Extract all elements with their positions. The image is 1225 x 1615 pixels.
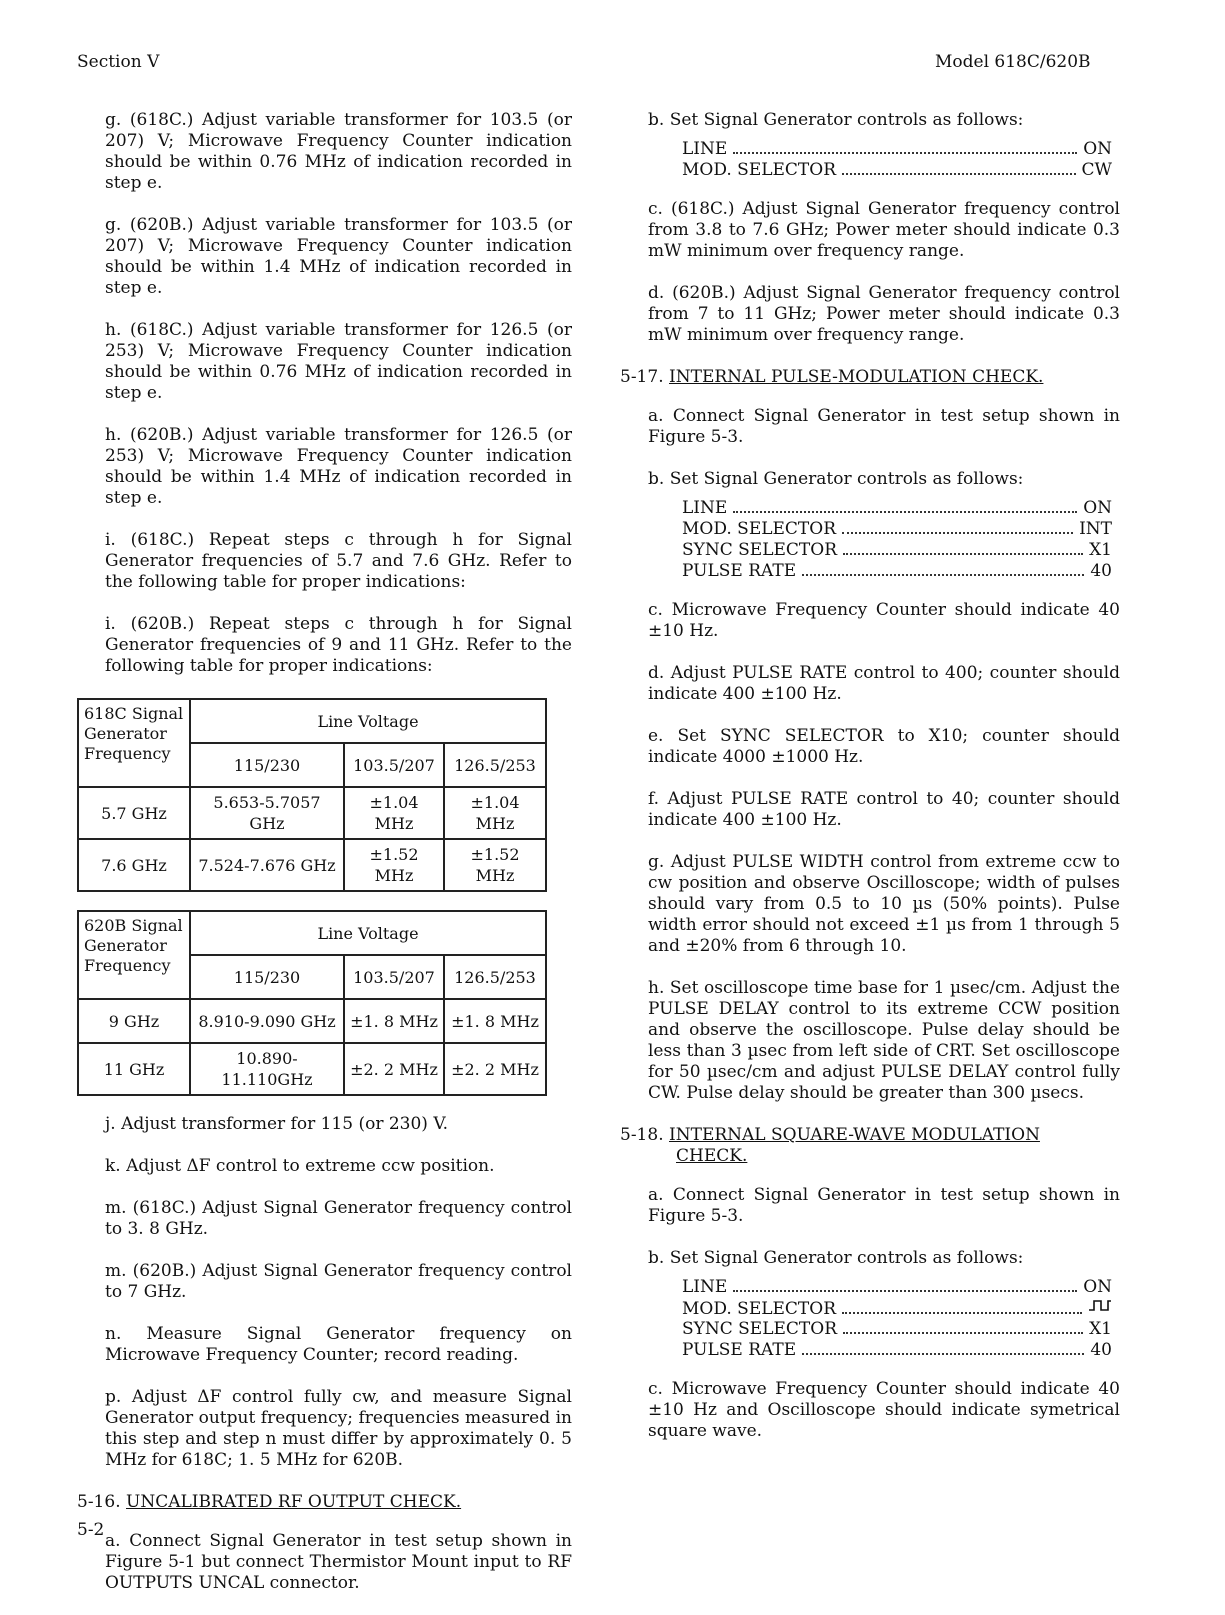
setting-name: LINE	[682, 1277, 728, 1297]
section-title: INTERNAL PULSE-MODULATION CHECK.	[669, 367, 1044, 387]
section-number: 5-17.	[620, 367, 664, 387]
step-h-618c: h. (618C.) Adjust variable transformer for 126.5 (or 253) V; Microwave Frequency Counter indication should be within 0.76 MHz of indication recorded in step e.	[105, 320, 572, 403]
table-row	[78, 839, 546, 891]
list-item	[682, 160, 1112, 181]
step-5-17-h: h. Set oscilloscope time base for 1 µsec/cm. Adjust the PULSE DELAY control to its extreme CCW position and observe the oscilloscope. Pulse delay should be less than 3 µsec from left side of CRT. Set oscilloscope for 50 µsec/cm and adjust PULSE DELAY control fully CW. Pulse delay should be greater than 300 µsecs.	[648, 978, 1120, 1103]
step-5-17-c: c. Microwave Frequency Counter should indicate 40 ±10 Hz.	[648, 600, 1120, 641]
settings-list-5-17	[682, 498, 1112, 582]
table-618c	[77, 698, 547, 892]
step-g-620b: g. (620B.) Adjust variable transformer for 103.5 (or 207) V; Microwave Frequency Counter indication should be within 1.4 MHz of indication recorded in step e.	[105, 215, 572, 298]
setting-value: 40	[1090, 561, 1112, 581]
right-column	[620, 110, 1120, 1463]
list-item	[682, 1340, 1112, 1361]
step-g-618c: g. (618C.) Adjust variable transformer for 103.5 (or 207) V; Microwave Frequency Counter indication should be within 0.76 MHz of indication recorded in step e.	[105, 110, 572, 193]
setting-name: SYNC SELECTOR	[682, 1319, 837, 1339]
section-5-18-heading	[620, 1125, 1120, 1167]
table-row	[78, 787, 546, 839]
left-column	[77, 110, 572, 1615]
section-number: 5-16.	[77, 1492, 121, 1512]
table-cell: 5.7 GHz	[78, 787, 190, 839]
page-number: 5-2	[77, 1520, 105, 1540]
step-k: k. Adjust ΔF control to extreme ccw position.	[105, 1156, 495, 1176]
setting-name: LINE	[682, 498, 728, 518]
table-620b	[77, 910, 547, 1096]
setting-name: SYNC SELECTOR	[682, 540, 837, 560]
table-cell: ±1. 8 MHz	[444, 999, 546, 1043]
model-label: Model 618C/620B	[935, 52, 1091, 72]
step-5-18-b: b. Set Signal Generator controls as follows:	[648, 1248, 1024, 1268]
table-cell: ±2. 2 MHz	[444, 1043, 546, 1095]
step-5-17-d: d. Adjust PULSE RATE control to 400; counter should indicate 400 ±100 Hz.	[648, 663, 1120, 704]
table-620b-col: 103.5/207	[344, 955, 444, 999]
step-j: j. Adjust transformer for 115 (or 230) V.	[105, 1114, 449, 1134]
settings-list-5-18	[682, 1277, 1112, 1361]
setting-name: PULSE RATE	[682, 561, 797, 581]
table-618c-col: 115/230	[190, 743, 344, 787]
table-620b-col: 126.5/253	[444, 955, 546, 999]
table-cell: 8.910-9.090 GHz	[190, 999, 344, 1043]
step-5-16-a: a. Connect Signal Generator in test setup shown in Figure 5-1 but connect Thermistor Mount input to RF OUTPUTS UNCAL connector.	[105, 1531, 572, 1593]
step-m-618c: m. (618C.) Adjust Signal Generator frequency control to 3. 8 GHz.	[105, 1198, 572, 1239]
table-row	[78, 999, 546, 1043]
list-item	[682, 1298, 1112, 1319]
step-5-17-a: a. Connect Signal Generator in test setup shown in Figure 5-3.	[648, 406, 1120, 447]
table-cell: 9 GHz	[78, 999, 190, 1043]
setting-value: 40	[1090, 1340, 1112, 1360]
table-cell: ±1. 8 MHz	[344, 999, 444, 1043]
step-h-620b: h. (620B.) Adjust variable transformer for 126.5 (or 253) V; Microwave Frequency Counter indication should be within 1.4 MHz of indication recorded in step e.	[105, 425, 572, 508]
table-row	[78, 1043, 546, 1095]
table-cell: 10.890-11.110GHz	[190, 1043, 344, 1095]
setting-value: ON	[1083, 1277, 1112, 1297]
settings-list-5-16	[682, 139, 1112, 181]
setting-value: ON	[1083, 498, 1112, 518]
step-p: p. Adjust ΔF control fully cw, and measure Signal Generator output frequency; frequencies measured in this step and step n must differ by approximately 0. 5 MHz for 618C; 1. 5 MHz for 620B.	[105, 1387, 572, 1470]
setting-name: PULSE RATE	[682, 1340, 797, 1360]
table-620b-header-freq: 620B Signal Generator Frequency	[78, 911, 190, 999]
table-cell: 7.524-7.676 GHz	[190, 839, 344, 891]
table-cell: ±2. 2 MHz	[344, 1043, 444, 1095]
table-cell: ±1.52 MHz	[344, 839, 444, 891]
step-i-618c: i. (618C.) Repeat steps c through h for Signal Generator frequencies of 5.7 and 7.6 GHz. Refer to the following table for proper indications:	[105, 530, 572, 592]
list-item	[682, 1319, 1112, 1340]
list-item	[682, 561, 1112, 582]
step-i-620b: i. (620B.) Repeat steps c through h for Signal Generator frequencies of 9 and 11 GHz. Refer to the following table for proper indications:	[105, 614, 572, 676]
list-item	[682, 139, 1112, 160]
list-item	[682, 540, 1112, 561]
section-number: 5-18.	[620, 1125, 664, 1145]
table-cell: ±1.04 MHz	[344, 787, 444, 839]
table-618c-header-freq: 618C Signal Generator Frequency	[78, 699, 190, 787]
section-title-cont: CHECK.	[676, 1146, 748, 1166]
section-5-17-heading	[620, 367, 1120, 388]
table-620b-col: 115/230	[190, 955, 344, 999]
step-5-17-g: g. Adjust PULSE WIDTH control from extreme ccw to cw position and observe Oscilloscope; width of pulses should vary from 0.5 to 10 µs (50% points). Pulse width error should not exceed ±1 µs from 1 through 5 and ±20% from 6 through 10.	[648, 852, 1120, 956]
table-618c-col: 103.5/207	[344, 743, 444, 787]
setting-value: X1	[1089, 1319, 1112, 1339]
step-5-17-b: b. Set Signal Generator controls as follows:	[648, 469, 1024, 489]
step-m-620b: m. (620B.) Adjust Signal Generator frequency control to 7 GHz.	[105, 1261, 572, 1302]
step-5-16-b: b. Set Signal Generator controls as follows:	[648, 110, 1024, 130]
step-5-18-a: a. Connect Signal Generator in test setup shown in Figure 5-3.	[648, 1185, 1120, 1226]
setting-value: ON	[1083, 139, 1112, 159]
step-5-17-e: e. Set SYNC SELECTOR to X10; counter should indicate 4000 ±1000 Hz.	[648, 726, 1120, 767]
list-item	[682, 519, 1112, 540]
table-cell: 5.653-5.7057 GHz	[190, 787, 344, 839]
list-item	[682, 498, 1112, 519]
section-5-16-heading	[77, 1492, 572, 1513]
setting-name: MOD. SELECTOR	[682, 1299, 837, 1319]
section-title: UNCALIBRATED RF OUTPUT CHECK.	[126, 1492, 462, 1512]
table-cell: ±1.04 MHz	[444, 787, 546, 839]
section-title: INTERNAL SQUARE-WAVE MODULATION	[669, 1125, 1040, 1145]
section-label: Section V	[77, 52, 160, 72]
setting-value: CW	[1081, 160, 1112, 180]
table-620b-header-group: Line Voltage	[190, 911, 546, 955]
step-5-16-d: d. (620B.) Adjust Signal Generator frequency control from 7 to 11 GHz; Power meter should indicate 0.3 mW minimum over frequency range.	[648, 283, 1120, 345]
list-item	[682, 1277, 1112, 1298]
setting-name: LINE	[682, 139, 728, 159]
table-cell: 7.6 GHz	[78, 839, 190, 891]
setting-name: MOD. SELECTOR	[682, 160, 837, 180]
step-5-17-f: f. Adjust PULSE RATE control to 40; counter should indicate 400 ±100 Hz.	[648, 789, 1120, 830]
step-5-16-c: c. (618C.) Adjust Signal Generator frequency control from 3.8 to 7.6 GHz; Power meter should indicate 0.3 mW minimum over frequency range.	[648, 199, 1120, 261]
setting-value: INT	[1079, 519, 1112, 539]
table-618c-header-group: Line Voltage	[190, 699, 546, 743]
table-618c-col: 126.5/253	[444, 743, 546, 787]
square-wave-icon	[1088, 1298, 1112, 1320]
step-n: n. Measure Signal Generator frequency on Microwave Frequency Counter; record reading.	[105, 1324, 572, 1365]
table-cell: ±1.52 MHz	[444, 839, 546, 891]
step-5-18-c: c. Microwave Frequency Counter should indicate 40 ±10 Hz and Oscilloscope should indicate symetrical square wave.	[648, 1379, 1120, 1441]
setting-name: MOD. SELECTOR	[682, 519, 837, 539]
table-cell: 11 GHz	[78, 1043, 190, 1095]
setting-value: X1	[1089, 540, 1112, 560]
